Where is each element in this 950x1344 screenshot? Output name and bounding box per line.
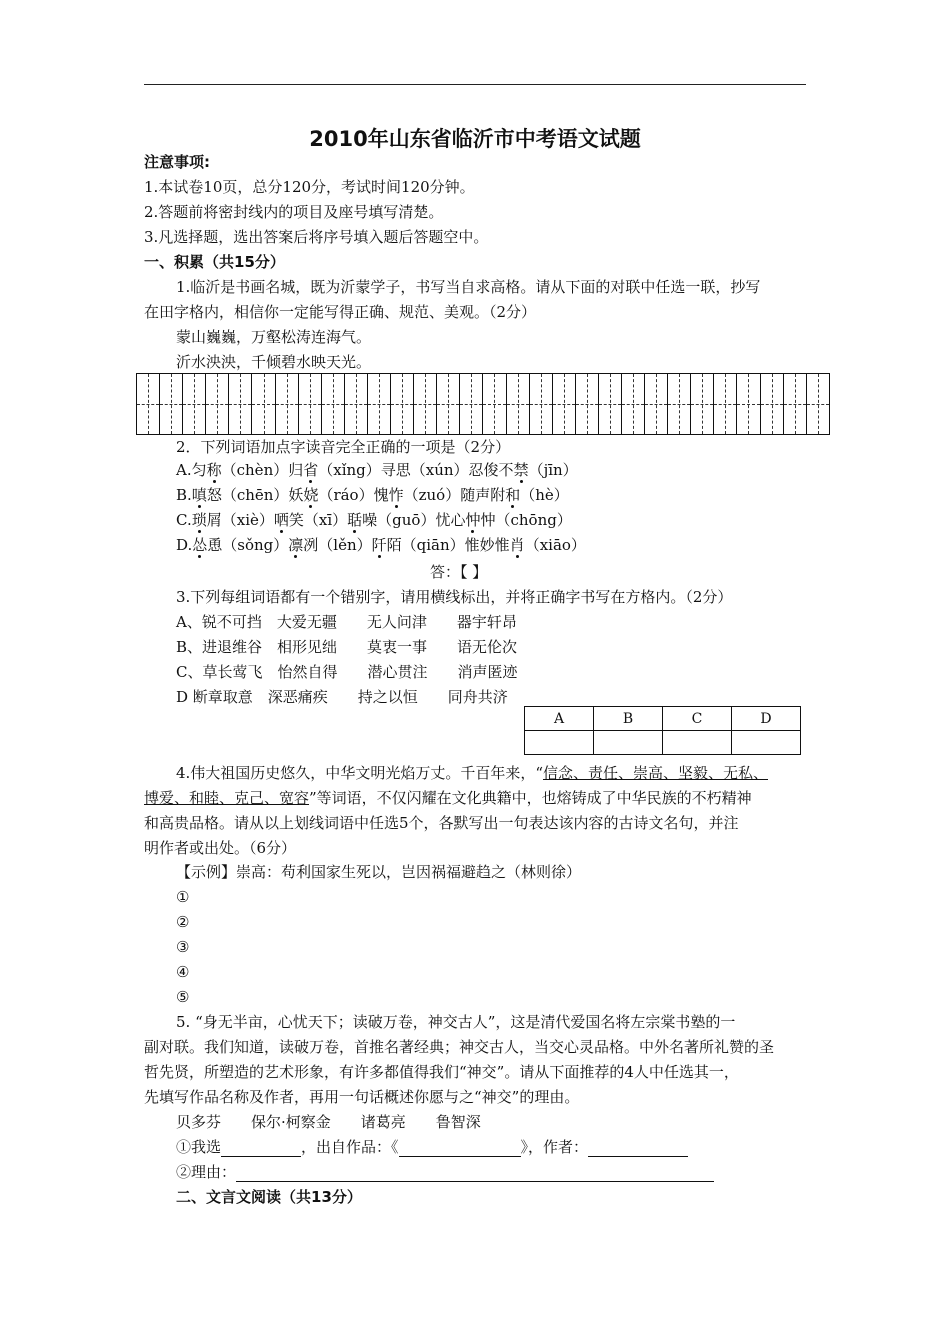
section2-heading: 二、文言文阅读（共13分） bbox=[176, 1188, 362, 1206]
page-title: 2010年山东省临沂市中考语文试题 bbox=[309, 127, 641, 151]
q4-line: 4.伟大祖国历史悠久，中华文明光焰万丈。千百年来，“信念、责任、崇高、坚毅、无私、 bbox=[176, 764, 768, 782]
answer-table-header: B bbox=[594, 707, 663, 731]
q2-option-c: C.琐屑（xiè）哂笑（xī）聒噪（guō）忧心忡忡（chōng） bbox=[176, 511, 572, 529]
choice-blank[interactable] bbox=[221, 1140, 301, 1157]
tianzige-grid[interactable] bbox=[136, 373, 830, 435]
grid-cell[interactable] bbox=[322, 374, 345, 434]
answer-table-header: A bbox=[525, 707, 594, 731]
answer-table-header: D bbox=[732, 707, 801, 731]
q1-line: 1.临沂是书画名城，既为沂蒙学子，书写当自求高格。请从下面的对联中任选一联，抄写 bbox=[176, 278, 761, 296]
q5-fill-line: ①我选 ，出自作品：《 》，作者： bbox=[176, 1137, 688, 1157]
q3-row: D 断章取意 深恶痛疾 持之以恒 同舟共济 bbox=[176, 688, 508, 706]
q5-line: 5. “身无半亩，心忧天下；读破万卷，神交古人”，这是清代爱国名将左宗棠书塾的一 bbox=[176, 1013, 736, 1031]
grid-cell[interactable] bbox=[530, 374, 553, 434]
q3-row: B、进退维谷 相形见绌 莫衷一事 语无伦次 bbox=[176, 638, 518, 656]
grid-cell[interactable] bbox=[137, 374, 160, 434]
grid-cell[interactable] bbox=[229, 374, 252, 434]
grid-cell[interactable] bbox=[252, 374, 275, 434]
answer-mark: ⑤ bbox=[176, 988, 190, 1006]
q5-reason-line: ②理由： bbox=[176, 1162, 714, 1182]
header-rule bbox=[144, 84, 806, 85]
grid-cell[interactable] bbox=[599, 374, 622, 434]
answer-mark: ③ bbox=[176, 938, 190, 956]
q5-line: 先填写作品名称及作者，再用一句话概述你愿与之“神交”的理由。 bbox=[144, 1088, 580, 1106]
notice-item: 3.凡选择题，选出答案后将序号填入题后答题空中。 bbox=[144, 228, 489, 246]
q3-row: C、草长莺飞 怡然自得 潜心贯注 消声匿迹 bbox=[176, 663, 518, 681]
grid-cell[interactable] bbox=[668, 374, 691, 434]
grid-cell[interactable] bbox=[183, 374, 206, 434]
work-blank[interactable] bbox=[399, 1140, 521, 1157]
q1-line: 在田字格内，相信你一定能写得正确、规范、美观。（2分） bbox=[144, 303, 537, 321]
q2-answer-box[interactable]: 答：【 】 bbox=[430, 563, 488, 581]
grid-cell[interactable] bbox=[714, 374, 737, 434]
grid-cell[interactable] bbox=[784, 374, 807, 434]
notice-item: 1.本试卷10页，总分120分，考试时间120分钟。 bbox=[144, 178, 475, 196]
answer-table-cell[interactable] bbox=[525, 731, 594, 755]
author-blank[interactable] bbox=[588, 1140, 688, 1157]
answer-mark: ④ bbox=[176, 963, 190, 981]
grid-cell[interactable] bbox=[807, 374, 829, 434]
grid-cell[interactable] bbox=[576, 374, 599, 434]
q3-row: A、锐不可挡 大爱无疆 无人问津 器宇轩昂 bbox=[176, 613, 517, 631]
couplet-line: 沂水泱泱，千倾碧水映天光。 bbox=[176, 353, 372, 371]
grid-cell[interactable] bbox=[761, 374, 784, 434]
grid-cell[interactable] bbox=[414, 374, 437, 434]
grid-cell[interactable] bbox=[160, 374, 183, 434]
q4-line: 和高贵品格。请从以上划线词语中任选5个，各默写出一句表达该内容的古诗文名句，并注 bbox=[144, 814, 739, 832]
q5-line: 副对联。我们知道，读破万卷，首推名著经典；神交古人，当交心灵品格。中外名著所礼赞的圣 bbox=[144, 1038, 775, 1056]
answer-mark: ① bbox=[176, 888, 190, 906]
grid-cell[interactable] bbox=[299, 374, 322, 434]
q2-option-d: D.怂恿（sǒng）凛冽（lěn）阡陌（qiān）惟妙惟肖（xiāo） bbox=[176, 536, 586, 554]
grid-cell[interactable] bbox=[483, 374, 506, 434]
grid-cell[interactable] bbox=[553, 374, 576, 434]
grid-cell[interactable] bbox=[368, 374, 391, 434]
section1-heading: 一、积累（共15分） bbox=[144, 253, 285, 271]
reason-blank[interactable] bbox=[236, 1165, 714, 1182]
couplet-line: 蒙山巍巍，万壑松涛连海气。 bbox=[176, 328, 372, 346]
answer-table-header: C bbox=[663, 707, 732, 731]
q4-line: 博爱、和睦、克己、宽容”等词语，不仅闪耀在文化典籍中，也熔铸成了中华民族的不朽精神 bbox=[144, 789, 752, 807]
notice-item: 2.答题前将密封线内的项目及座号填写清楚。 bbox=[144, 203, 444, 221]
grid-cell[interactable] bbox=[645, 374, 668, 434]
q3-answer-table bbox=[524, 706, 801, 755]
q5-line: 哲先贤，所塑造的艺术形象，有许多都值得我们“神交”。请从下面推荐的4人中任选其一， bbox=[144, 1063, 739, 1081]
grid-cell[interactable] bbox=[691, 374, 714, 434]
grid-cell[interactable] bbox=[276, 374, 299, 434]
grid-cell[interactable] bbox=[737, 374, 760, 434]
q5-people: 贝多芬 保尔·柯察金 诸葛亮 鲁智深 bbox=[176, 1113, 481, 1131]
q4-example: 【示例】崇高：苟利国家生死以，岂因祸福避趋之（林则徐） bbox=[176, 863, 582, 881]
grid-cell[interactable] bbox=[437, 374, 460, 434]
grid-cell[interactable] bbox=[460, 374, 483, 434]
answer-mark: ② bbox=[176, 913, 190, 931]
grid-cell[interactable] bbox=[206, 374, 229, 434]
grid-cell[interactable] bbox=[507, 374, 530, 434]
answer-table-cell[interactable] bbox=[663, 731, 732, 755]
grid-cell[interactable] bbox=[345, 374, 368, 434]
q2-option-b: B.嗔怒（chēn）妖娆（ráo）愧怍（zuó）随声附和（hè） bbox=[176, 486, 569, 504]
q2-option-a: A.匀称（chèn）归省（xǐng）寻思（xún）忍俊不禁（jīn） bbox=[176, 461, 578, 479]
q3-stem: 3.下列每组词语都有一个错别字，请用横线标出，并将正确字书写在方格内。（2分） bbox=[176, 588, 733, 606]
grid-cell[interactable] bbox=[622, 374, 645, 434]
answer-table-cell[interactable] bbox=[732, 731, 801, 755]
answer-table-cell[interactable] bbox=[594, 731, 663, 755]
q2-stem: 2．下列词语加点字读音完全正确的一项是（2分） bbox=[176, 438, 511, 456]
notice-heading: 注意事项: bbox=[144, 153, 210, 171]
q4-line: 明作者或出处。（6分） bbox=[144, 839, 297, 857]
grid-cell[interactable] bbox=[391, 374, 414, 434]
